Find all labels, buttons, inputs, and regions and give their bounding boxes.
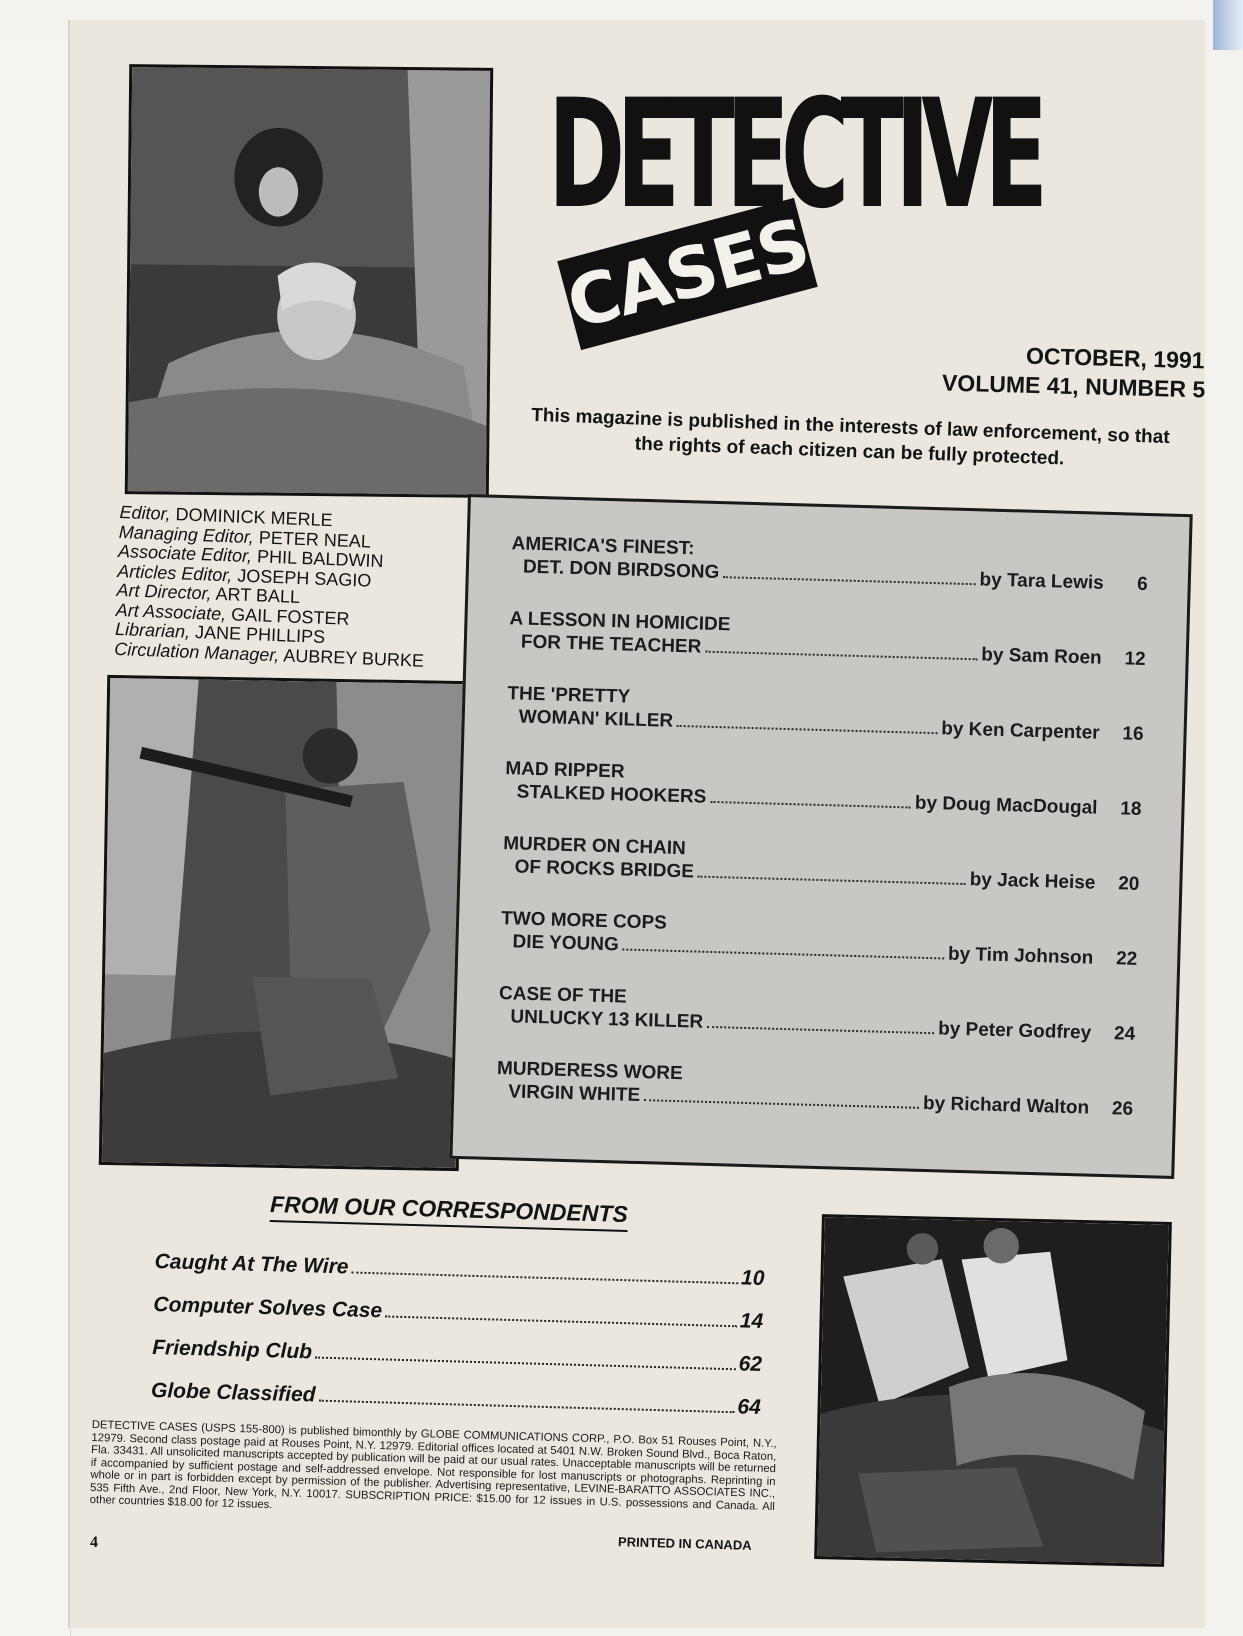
mission-statement: This magazine is published in the interests of law enforcement, so that the rights of each citizen can be fully protected.	[530, 404, 1170, 470]
issue-date: OCTOBER, 1991	[1026, 342, 1206, 374]
staff-masthead	[114, 503, 465, 672]
toc-page-number: 6	[1136, 573, 1149, 596]
toc-entry[interactable]: MURDERESS WORE VIRGIN WHITE by Richard Walton 26	[496, 1058, 1134, 1120]
correspondent-item[interactable]: Caught At The Wire 10	[154, 1250, 765, 1291]
toc-entry[interactable]: MAD RIPPER STALKED HOOKERS by Doug MacDougal 18	[505, 758, 1142, 820]
correspondent-item[interactable]: Friendship Club 62	[151, 1335, 763, 1376]
toc-entry[interactable]: CASE OF THE UNLUCKY 13 KILLER by Peter Godfrey 24	[498, 983, 1136, 1045]
correspondent-item[interactable]: Computer Solves Case 14	[153, 1292, 764, 1334]
toc-page-number: 12	[1124, 648, 1146, 670]
toc-page-number: 22	[1115, 948, 1138, 970]
toc-page-number: 16	[1122, 723, 1144, 745]
staff-line: Art Director, ART BALL	[116, 579, 301, 607]
printed-in-note: PRINTED IN CANADA	[617, 1534, 752, 1553]
photo-soldier-rifle	[99, 675, 467, 1171]
toc-entry[interactable]: THE 'PRETTY WOMAN' KILLER by Ken Carpenter 16	[507, 683, 1144, 745]
toc-entry[interactable]: MURDER ON CHAIN OF ROCKS BRIDGE by Jack Heise 20	[502, 833, 1140, 895]
table-of-contents	[449, 494, 1192, 1179]
photo-crime-scene	[814, 1214, 1172, 1567]
photo-bedroom-scene	[125, 64, 493, 498]
issue-volume: VOLUME 41, NUMBER 5	[941, 369, 1206, 403]
toc-entry[interactable]: A LESSON IN HOMICIDE FOR THE TEACHER by Sam Roen 12	[509, 608, 1146, 670]
masthead-title: DETECTIVE	[548, 68, 1040, 242]
toc-page-number: 20	[1117, 873, 1140, 895]
correspondent-item[interactable]: Globe Classified 64	[150, 1378, 762, 1419]
page-edge-left	[0, 40, 71, 1636]
staff-line: Editor, DOMINICK MERLE	[119, 502, 333, 531]
toc-page-number: 26	[1111, 1098, 1134, 1120]
staff-line: Librarian, JANE PHILLIPS	[114, 618, 326, 647]
staff-line: Circulation Manager, AUBREY BURKE	[114, 638, 425, 671]
staff-line: Articles Editor, JOSEPH SAGIO	[117, 560, 372, 591]
toc-page-number: 24	[1113, 1023, 1136, 1045]
staff-line: Art Associate, GAIL FOSTER	[115, 599, 350, 629]
page-number: 4	[90, 1534, 98, 1551]
staff-line: Associate Editor, PHIL BALDWIN	[117, 540, 384, 572]
correspondents-list	[150, 1250, 765, 1439]
toc-page-number: 18	[1120, 798, 1142, 820]
toc-entry[interactable]: AMERICA'S FINEST: DET. DON BIRDSONG by Tara Lewis 6	[511, 533, 1149, 596]
correspondents-heading: FROM OUR CORRESPONDENTS	[270, 1191, 629, 1232]
masthead-subtitle-badge: CASES	[557, 198, 817, 350]
toc-entry[interactable]: TWO MORE COPS DIE YOUNG by Tim Johnson 22	[500, 908, 1138, 970]
staff-line: Managing Editor, PETER NEAL	[118, 521, 372, 552]
publication-legal-notice: DETECTIVE CASES (USPS 155-800) is published bimonthly by GLOBE COMMUNICATIONS CORP., P.O. Box 51 Rouses Point, N.Y., 12979. Second class postage paid at Rouses Point, N.Y. 12979. Editorial offices located at 5401 N.W. Broken Sound Blvd., Boca Raton, Fla. 33431. All unsolicited manuscripts accepted by publication will be paid at our usual rates. Unacceptable manuscripts will be returned if accompanied by sufficient postage and self-addressed envelope. Not responsible for lost manuscripts or photographs. Reprinting in whole or in part is forbidden except by permission of the publisher. Advertising representative, LEVINE-BARATTO ASSOCIATES INC., 535 Fifth Ave., 2nd Floor, New York, N.Y. 10017. SUBSCRIPTION PRICE: $15.00 for 12 issues in U.S. possessions and Canada. All other countries $18.00 for 12 issues.	[89, 1419, 777, 1513]
background-corner	[1213, 0, 1243, 50]
